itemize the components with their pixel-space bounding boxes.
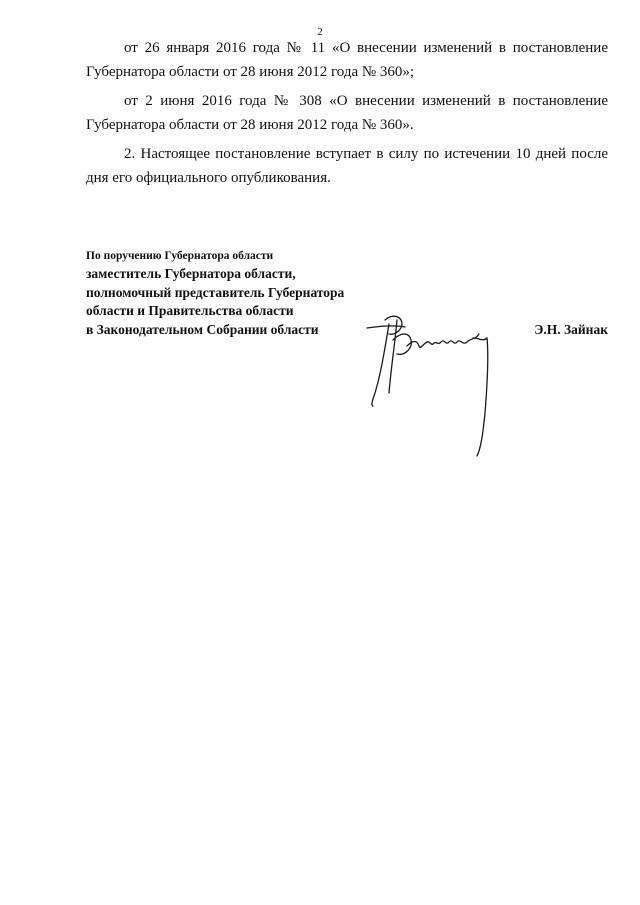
position-line: полномочный представитель Губернатора — [86, 284, 345, 300]
signature-intro: По поручению Губернатора области — [86, 250, 274, 262]
position-line: в Законодательном Собрании области — [86, 321, 319, 337]
position-line: области и Правительства области — [86, 303, 294, 318]
paragraph-effective-date: 2. Настоящее постановление вступает в силу по истечении 10 дней после дня его официального опубликования. — [86, 146, 608, 186]
signature-block — [86, 248, 344, 339]
paragraph-amendment-2: от 2 июня 2016 года № 308 «О внесении изменений в постановление Губернатора области от 28 июня 2012 года № 360». — [86, 93, 608, 133]
document-body — [86, 37, 608, 196]
signatory-position — [86, 265, 344, 339]
page-number: 2 — [317, 26, 323, 38]
position-line: заместитель Губернатора области, — [86, 266, 296, 281]
paragraph-amendment-1: от 26 января 2016 года № 11 «О внесении изменений в постановление Губернатора области от 28 июня 2012 года № 360»; — [86, 40, 608, 80]
handwritten-signature — [345, 298, 515, 463]
signatory-name: Э.Н. Зайнак — [534, 322, 608, 337]
